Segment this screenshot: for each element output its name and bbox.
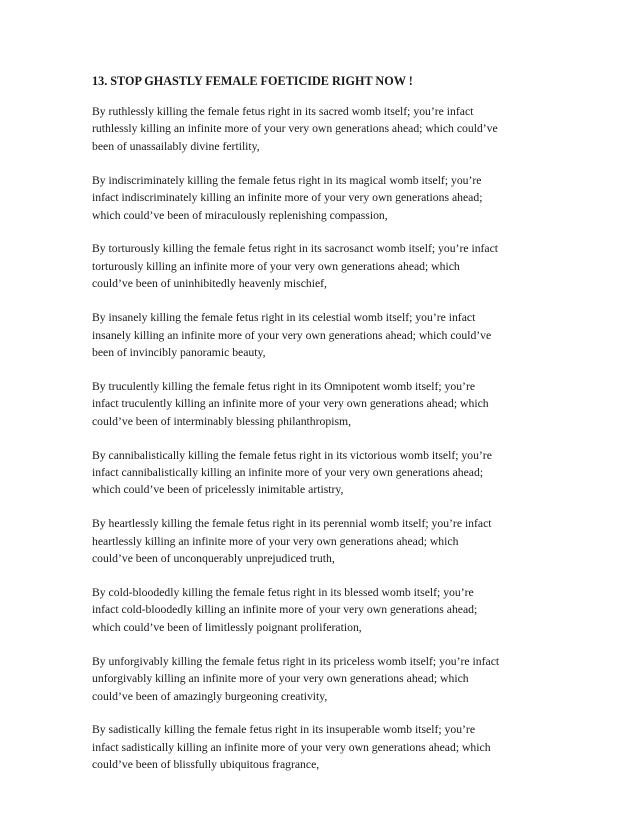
- paragraph-line: By cold-bloodedly killing the female fetus right in its blessed womb itself; you’re: [92, 586, 474, 600]
- paragraph-line: could’ve been of interminably blessing philanthropism,: [92, 414, 352, 428]
- paragraph-line: By sadistically killing the female fetus right in its insuperable womb itself; you’re: [92, 723, 476, 737]
- paragraph-line: insanely killing an infinite more of your very own generations ahead; which could’ve: [92, 328, 492, 342]
- paragraph: [92, 515, 552, 567]
- paragraph-list: [92, 103, 552, 774]
- paragraph: [92, 378, 552, 430]
- paragraph-line: By cannibalistically killing the female fetus right in its victorious womb itself; you’re: [92, 448, 492, 462]
- paragraph-line: heartlessly killing an infinite more of your very own generations ahead; which: [92, 534, 459, 548]
- paragraph-line: unforgivably killing an infinite more of your very own generations ahead; which: [92, 672, 469, 686]
- paragraph-line: By truculently killing the female fetus right in its Omnipotent womb itself; you’re: [92, 379, 476, 393]
- paragraph: [92, 172, 552, 224]
- paragraph-line: By torturously killing the female fetus right in its sacrosanct womb itself; you’re infact: [92, 242, 499, 256]
- paragraph-line: which could’ve been of pricelessly inimitable artistry,: [92, 483, 344, 497]
- paragraph: [92, 103, 552, 155]
- paragraph-line: could’ve been of unconquerably unprejudiced truth,: [92, 552, 335, 566]
- paragraph-line: By insanely killing the female fetus right in its celestial womb itself; you’re infact: [92, 311, 476, 325]
- paragraph-line: could’ve been of blissfully ubiquitous fragrance,: [92, 758, 320, 772]
- paragraph-line: By heartlessly killing the female fetus right in its perennial womb itself; you’re infact: [92, 517, 492, 531]
- paragraph-line: infact sadistically killing an infinite more of your very own generations ahead; which: [92, 740, 491, 754]
- paragraph-line: infact truculently killing an infinite more of your very own generations ahead; which: [92, 397, 489, 411]
- paragraph-line: been of unassailably divine fertility,: [92, 139, 260, 153]
- paragraph-line: By unforgivably killing the female fetus right in its priceless womb itself; you’re infact: [92, 654, 500, 668]
- paragraph-line: could’ve been of uninhibitedly heavenly mischief,: [92, 277, 327, 291]
- paragraph-line: By indiscriminately killing the female fetus right in its magical womb itself; you’re: [92, 173, 482, 187]
- paragraph: [92, 584, 552, 636]
- paragraph: [92, 447, 552, 499]
- paragraph-line: which could’ve been of limitlessly poignant proliferation,: [92, 620, 362, 634]
- paragraph-line: infact cold-bloodedly killing an infinite more of your very own generations ahead;: [92, 603, 478, 617]
- document-page: [92, 74, 552, 790]
- paragraph: [92, 240, 552, 292]
- paragraph-line: been of invincibly panoramic beauty,: [92, 345, 266, 359]
- paragraph: [92, 653, 552, 705]
- paragraph-line: infact indiscriminately killing an infinite more of your very own generations ahead;: [92, 191, 483, 205]
- page-title: 13. STOP GHASTLY FEMALE FOETICIDE RIGHT NOW !: [92, 74, 413, 88]
- paragraph-line: By ruthlessly killing the female fetus right in its sacred womb itself; you’re infact: [92, 105, 474, 118]
- paragraph-line: ruthlessly killing an infinite more of your very own generations ahead; which could’ve: [92, 122, 498, 136]
- paragraph-line: infact cannibalistically killing an infinite more of your very own generations ahead;: [92, 466, 484, 479]
- paragraph-line: could’ve been of amazingly burgeoning creativity,: [92, 689, 328, 703]
- paragraph-line: which could’ve been of miraculously replenishing compassion,: [92, 208, 388, 222]
- paragraph: [92, 721, 552, 773]
- paragraph: [92, 309, 552, 361]
- paragraph-line: torturously killing an infinite more of your very own generations ahead; which: [92, 259, 460, 273]
